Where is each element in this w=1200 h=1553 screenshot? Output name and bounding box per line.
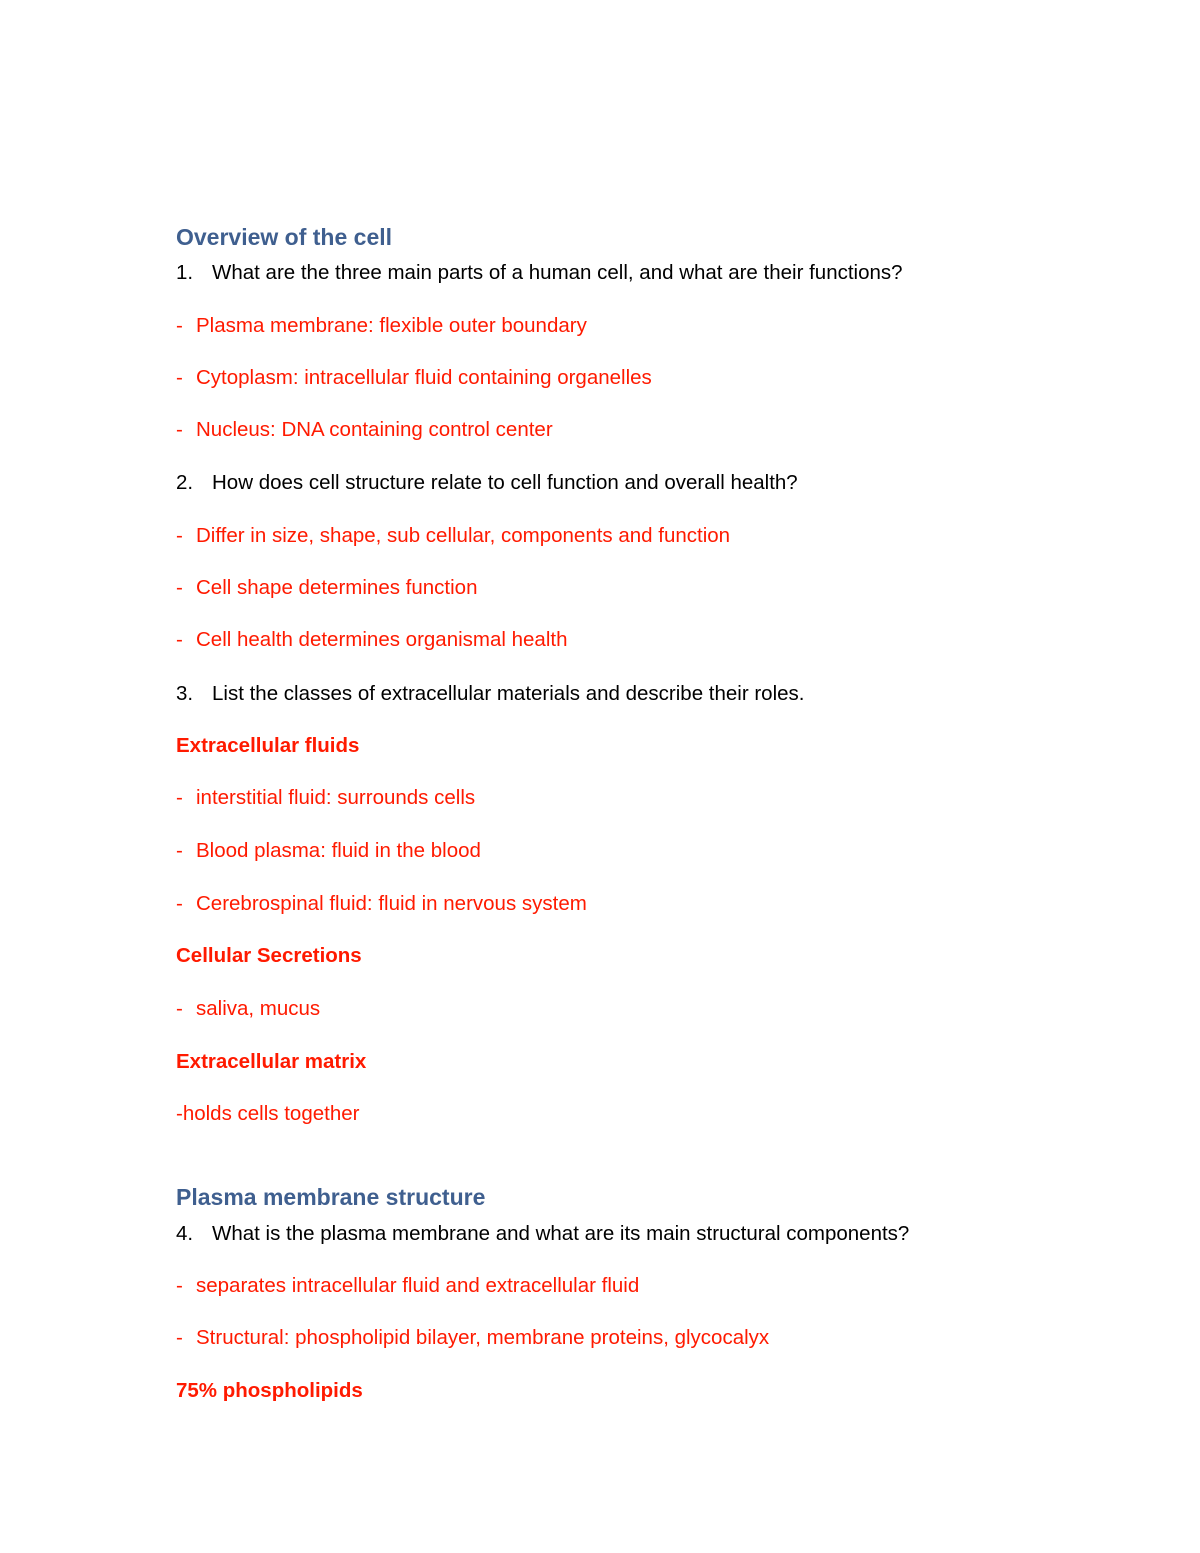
answer-item: - saliva, mucus [176,997,321,1020]
question-4 [176,1222,909,1246]
answer-item: - Plasma membrane: flexible outer boundary [176,314,587,337]
answer-item: - Nucleus: DNA containing control center [176,418,553,441]
note-phospholipids: 75% phospholipids [176,1379,363,1402]
answer-item: - Structural: phospholipid bilayer, membrane proteins, glycocalyx [176,1326,770,1349]
answer-text: Cerebrospinal fluid: fluid in nervous system [196,892,587,915]
question-number: 3. [176,682,194,705]
answer-text: Cytoplasm: intracellular fluid containing organelles [196,366,652,389]
question-2 [176,471,798,495]
question-text: List the classes of extracellular materials and describe their roles. [212,682,805,705]
answer-item: - Cell health determines organismal health [176,628,568,651]
subheading-extracellular-matrix: Extracellular matrix [176,1050,367,1073]
question-text: How does cell structure relate to cell function and overall health? [212,471,798,494]
question-text: What is the plasma membrane and what are its main structural components? [212,1222,910,1245]
answer-text: Plasma membrane: flexible outer boundary [196,314,587,337]
answer-text: Blood plasma: fluid in the blood [196,839,481,862]
answer-item: - Cell shape determines function [176,576,478,599]
answer-text: Cell shape determines function [196,576,478,599]
answer-item: - Differ in size, shape, sub cellular, components and function [176,524,731,547]
question-1 [176,261,903,285]
section-heading-overview: Overview of the cell [176,224,393,250]
section-heading-plasma-membrane: Plasma membrane structure [176,1184,486,1210]
answer-item: - interstitial fluid: surrounds cells [176,786,476,809]
answer-text: Differ in size, shape, sub cellular, components and function [196,524,731,547]
question-text: What are the three main parts of a human cell, and what are their functions? [212,261,903,284]
answer-item: - separates intracellular fluid and extracellular fluid [176,1274,640,1297]
answer-text: Cell health determines organismal health [196,628,568,651]
answer-item: - Blood plasma: fluid in the blood [176,839,481,862]
subheading-cellular-secretions: Cellular Secretions [176,944,362,967]
answer-text: Structural: phospholipid bilayer, membrane proteins, glycocalyx [196,1326,770,1349]
answer-item: -holds cells together [176,1102,360,1125]
question-3 [176,682,805,706]
answer-text: separates intracellular fluid and extracellular fluid [196,1274,640,1297]
answer-text: saliva, mucus [196,997,321,1020]
answer-item: - Cerebrospinal fluid: fluid in nervous system [176,892,587,915]
question-number: 1. [176,261,194,284]
answer-item: - Cytoplasm: intracellular fluid containing organelles [176,366,652,389]
question-number: 2. [176,471,194,494]
answer-text: Nucleus: DNA containing control center [196,418,553,441]
subheading-extracellular-fluids: Extracellular fluids [176,734,360,757]
answer-text: interstitial fluid: surrounds cells [196,786,476,809]
question-number: 4. [176,1222,194,1245]
